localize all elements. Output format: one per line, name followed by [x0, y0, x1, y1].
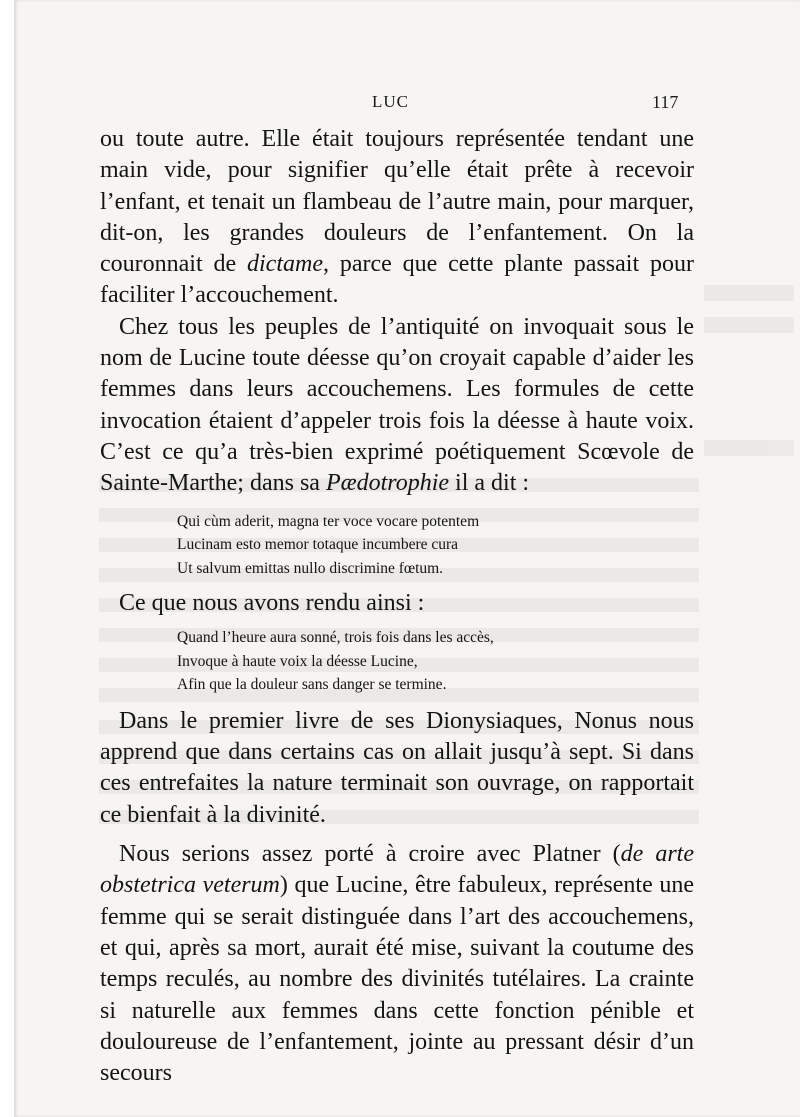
paragraph-5 — [100, 839, 694, 1089]
paragraph-2-text-c: il a dit : — [449, 470, 530, 497]
french-verse-line-3: Afin que la douleur sans danger se termine. — [177, 676, 447, 694]
page-number: 117 — [652, 92, 679, 112]
french-verse-line-2: Invoque à haute voix la déesse Lucine, — [177, 652, 418, 670]
french-verse-block — [100, 626, 694, 697]
paragraph-2 — [100, 312, 694, 500]
paragraph-1-italic-dictame: dictame — [247, 251, 323, 278]
latin-verse-block — [100, 510, 694, 581]
paragraph-1 — [100, 124, 694, 312]
page-header — [0, 92, 800, 116]
latin-verse-line-2: Lucinam esto memor totaque incumbere cura — [177, 536, 459, 554]
french-verse-line-1: Quand l’heure aura sonné, trois fois dans les accès, — [177, 629, 494, 647]
paragraph-5-text-a: Nous serions assez porté à croire avec Platner ( — [119, 841, 621, 868]
paragraph-4: Dans le premier livre de ses Dionysiaques, Nonus nous apprend que dans certains cas on allait jusqu’à sept. Si dans ces entrefaites la nature terminait son ouvrage, on rapportait ce bienfait à la divinité. — [100, 707, 694, 828]
paragraph-2-italic-title: Pædotrophie — [325, 470, 450, 497]
paragraph-1-text-c: , parce que cette plante passait pour faciliter l’accouchement. — [100, 251, 694, 309]
paragraph-3: Ce que nous avons rendu ainsi : — [119, 590, 425, 617]
page-body — [100, 124, 694, 1089]
latin-verse-line-1: Qui cùm aderit, magna ter voce vocare potentem — [177, 512, 480, 530]
paragraph-1-text-a: ou toute autre. Elle était toujours représentée tendant une main vide, pour signifier qu’elle était prête à recevoir l’enfant, et tenait un flambeau de l’autre main, pour marquer, dit-on, les grandes douleurs de l’enfantement. On la couronnait de — [100, 126, 694, 278]
paragraph-2-text-a: Chez tous les peuples de l’antiquité on invoquait sous le nom de Lucine toute déesse qu’on croyait capable d’aider les femmes dans leurs accouchemens. Les formules de cette invocation étaient d’appeler trois fois la déesse à haute voix. C’est ce qu’a très-bien exprimé poétiquement Scœvole de Sainte-Marthe; dans sa — [100, 313, 694, 497]
running-head: LUC — [372, 92, 409, 111]
paragraph-5-italic-citation: de arte obstetrica veterum — [100, 841, 694, 899]
paragraph-5-text-c: ) que Lucine, être fabuleux, représente une femme qui se serait distinguée dans l’art des accouchemens, et qui, après sa mort, aurait été mise, suivant la coutume des temps reculés, au nombre des divinités tutélaires. La crainte si naturelle aux femmes dans cette fonction pénible et douloureuse de l’enfantement, jointe au pressant désir d’un secours — [100, 872, 694, 1087]
latin-verse-line-3: Ut salvum emittas nullo discrimine fœtum. — [177, 559, 444, 577]
